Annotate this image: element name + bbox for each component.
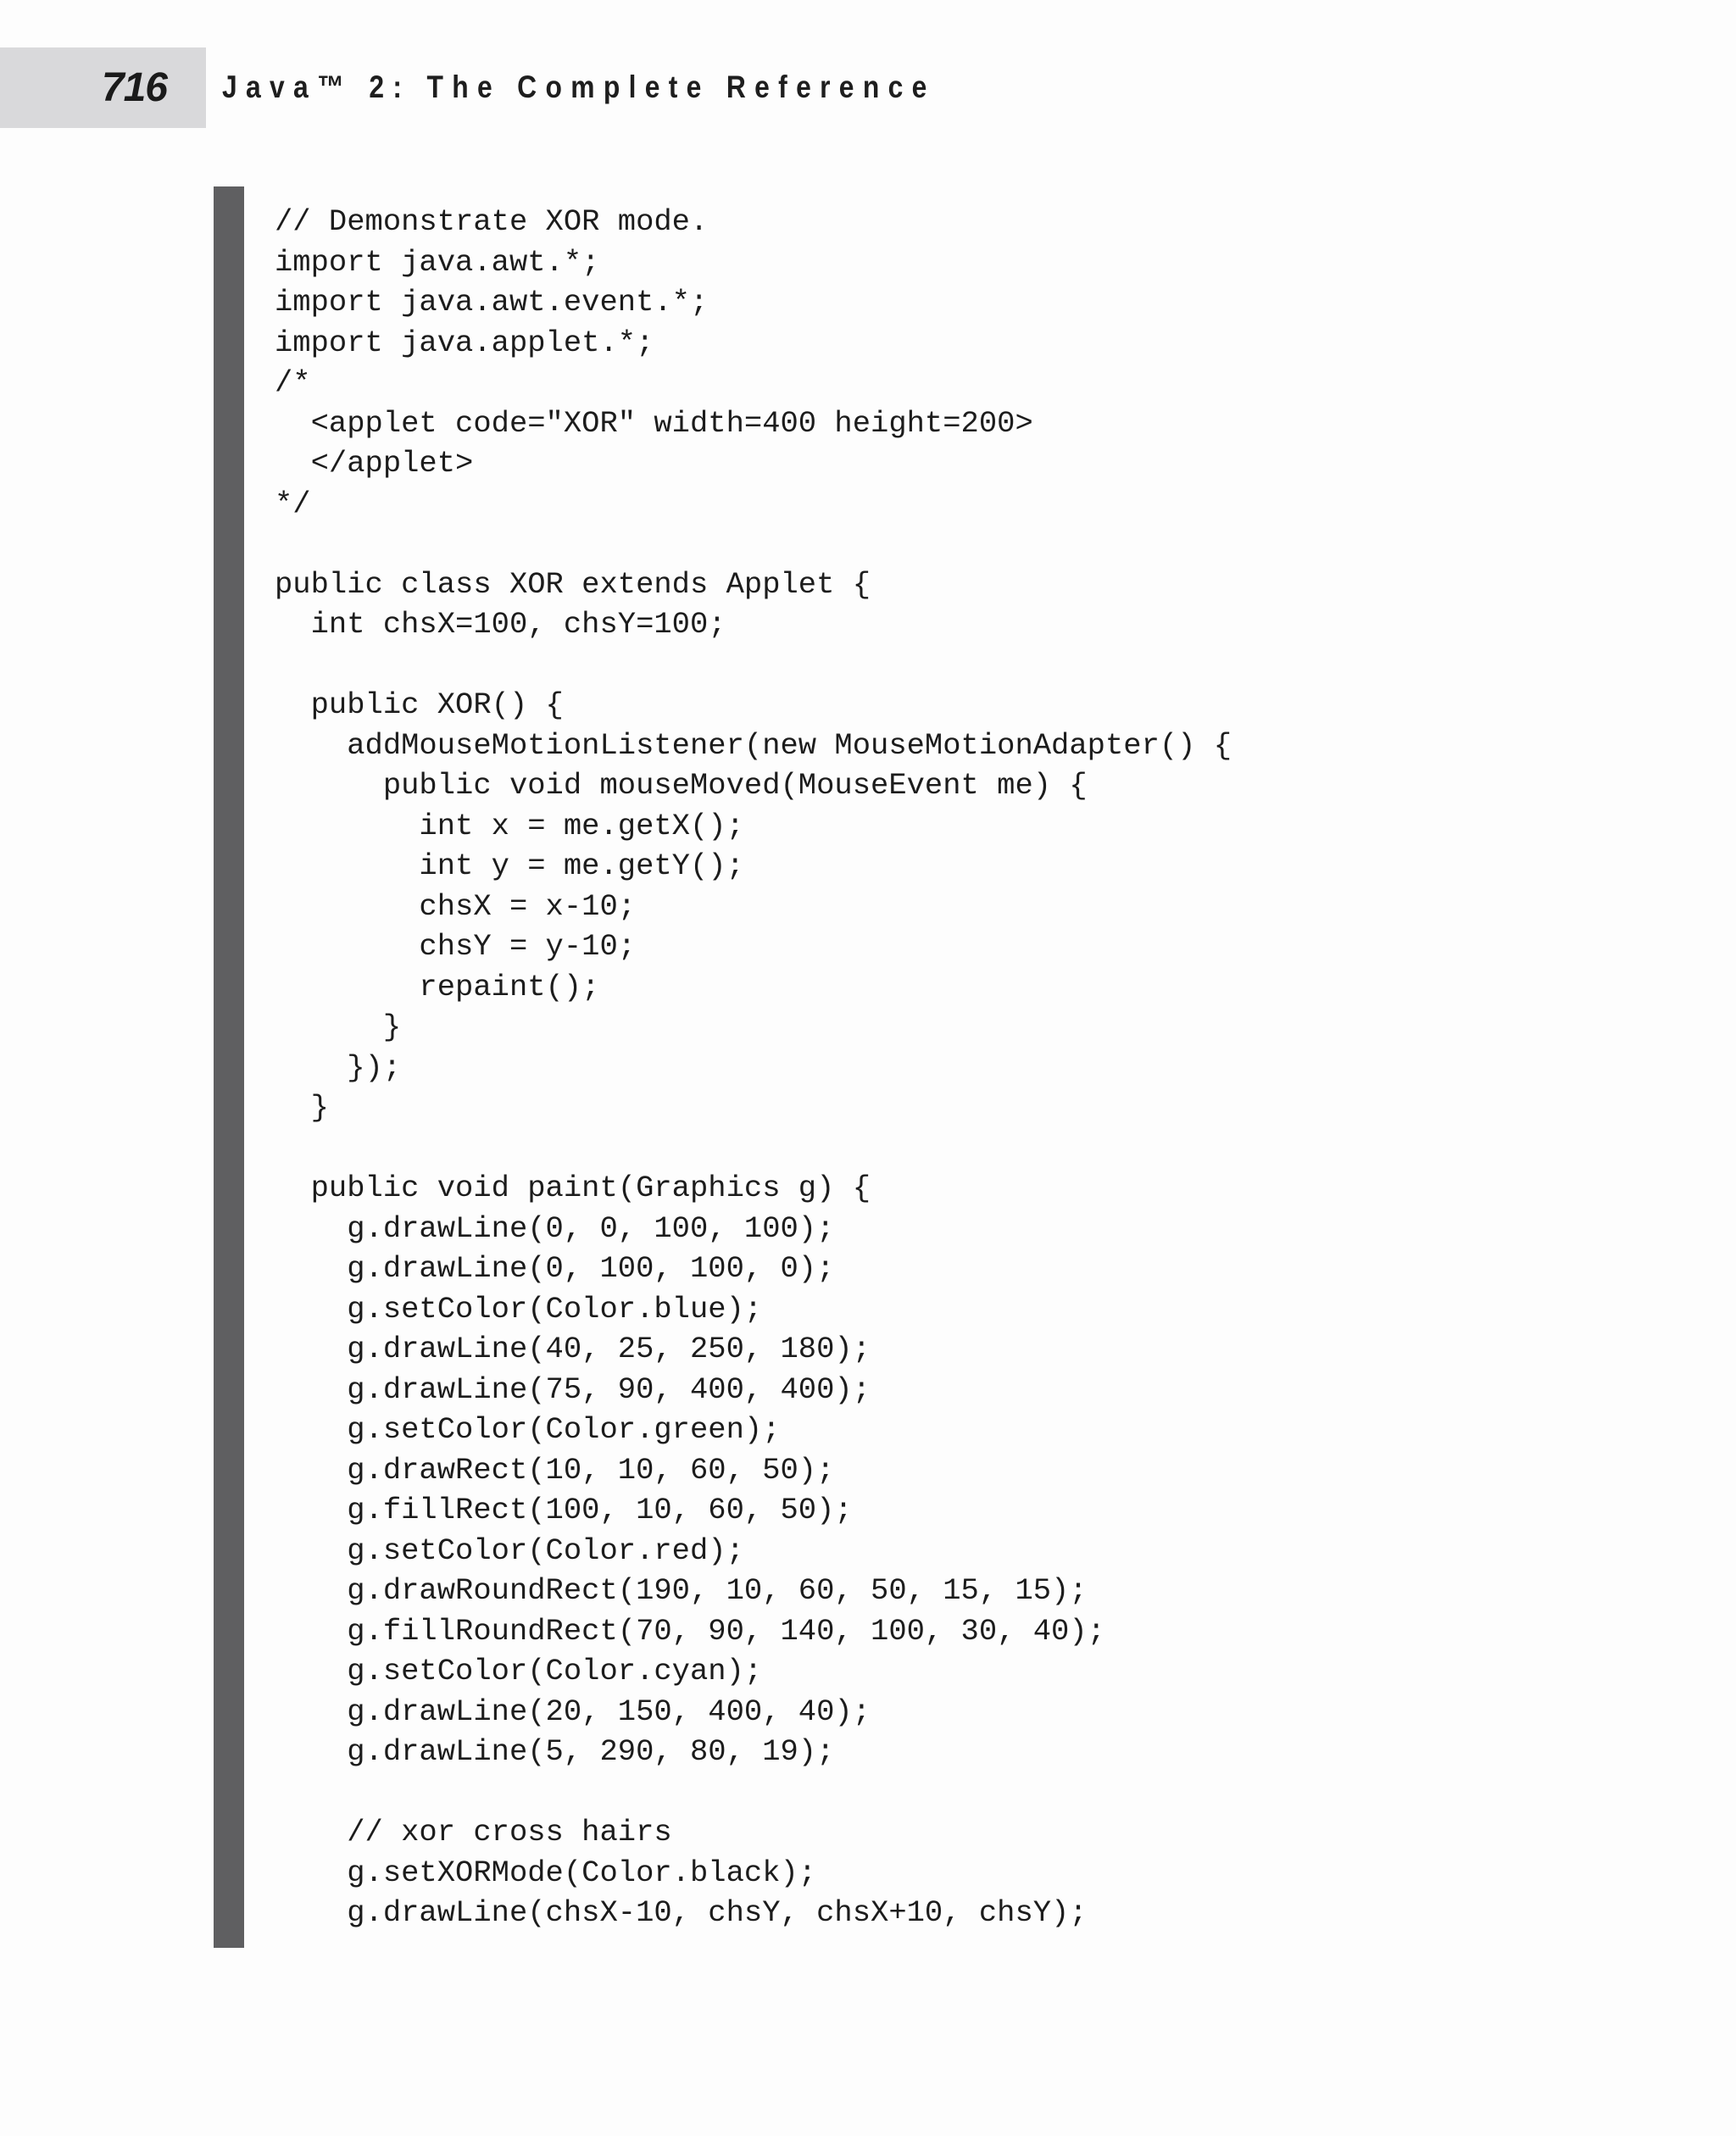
code-line: int y = me.getY(); xyxy=(275,848,744,883)
code-line: g.fillRect(100, 10, 60, 50); xyxy=(275,1493,853,1527)
code-line: // Demonstrate XOR mode. xyxy=(275,204,709,239)
code-line: int chsX=100, chsY=100; xyxy=(275,607,726,642)
code-line: // xor cross hairs xyxy=(275,1815,672,1850)
code-line: public void paint(Graphics g) { xyxy=(275,1171,871,1205)
code-line xyxy=(275,524,1232,565)
code-line: g.drawLine(0, 0, 100, 100); xyxy=(275,1210,835,1246)
code-line: g.fillRoundRect(70, 90, 140, 100, 30, 40); xyxy=(275,1613,1105,1649)
code-line: <applet code="XOR" width=400 height=200> xyxy=(275,405,1033,441)
code-line: g.setColor(Color.blue); xyxy=(275,1291,763,1327)
code-listing xyxy=(275,202,1232,1933)
code-line: g.drawLine(75, 90, 400, 400); xyxy=(275,1371,871,1407)
code-line: g.setColor(Color.green); xyxy=(275,1412,781,1447)
code-line xyxy=(275,1772,1232,1813)
code-line: g.drawLine(20, 150, 400, 40); xyxy=(275,1694,871,1729)
code-line: </applet> xyxy=(275,446,474,481)
code-line: repaint(); xyxy=(275,969,600,1004)
code-line: import java.applet.*; xyxy=(275,325,654,360)
code-line: } xyxy=(275,1090,329,1125)
code-line: addMouseMotionListener(new MouseMotionAdapter() { xyxy=(275,727,1232,763)
code-line: import java.awt.*; xyxy=(275,244,600,280)
running-head: Java™ 2: The Complete Reference xyxy=(222,70,936,104)
code-line: } xyxy=(275,1010,402,1044)
code-line: g.setColor(Color.red); xyxy=(275,1532,744,1568)
code-line: public class XOR extends Applet { xyxy=(275,566,871,602)
code-line: g.setColor(Color.cyan); xyxy=(275,1654,763,1688)
code-line: }); xyxy=(275,1049,402,1085)
code-line: chsX = x-10; xyxy=(275,888,637,924)
code-line xyxy=(275,1128,1232,1169)
page-number: 716 xyxy=(101,65,167,110)
code-line: /* xyxy=(275,365,311,400)
code-line: int x = me.getX(); xyxy=(275,808,744,843)
code-line: chsY = y-10; xyxy=(275,929,637,964)
code-line: import java.awt.event.*; xyxy=(275,285,709,320)
page-number-box xyxy=(0,47,206,128)
code-line: g.setXORMode(Color.black); xyxy=(275,1855,817,1890)
code-line: public XOR() { xyxy=(275,687,564,722)
code-line: g.drawRoundRect(190, 10, 60, 50, 15, 15); xyxy=(275,1573,1088,1608)
code-line: */ xyxy=(275,486,311,521)
code-line xyxy=(275,645,1232,686)
code-line: public void mouseMoved(MouseEvent me) { xyxy=(275,768,1088,803)
code-line: g.drawLine(40, 25, 250, 180); xyxy=(275,1332,871,1366)
code-line: g.drawRect(10, 10, 60, 50); xyxy=(275,1452,835,1488)
code-listing-bar xyxy=(214,186,244,1948)
code-line: g.drawLine(5, 290, 80, 19); xyxy=(275,1734,835,1769)
code-line: g.drawLine(chsX-10, chsY, chsX+10, chsY); xyxy=(275,1895,1088,1930)
code-line: g.drawLine(0, 100, 100, 0); xyxy=(275,1251,835,1286)
